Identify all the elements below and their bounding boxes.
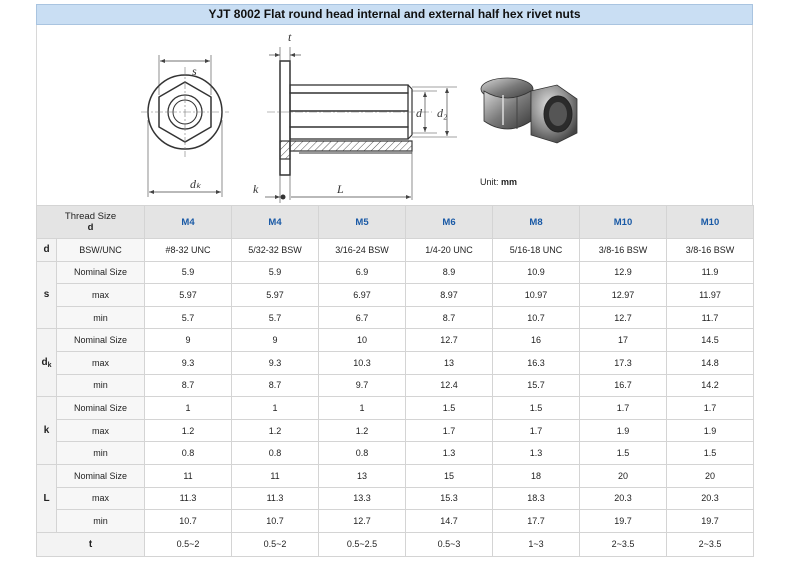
table-cell: 0.8 [232,442,319,465]
table-row [37,442,754,465]
table-cell: 8.7 [145,374,232,397]
table-cell: 5/16-18 UNC [493,239,580,262]
table-cell: 8.7 [406,306,493,329]
row-label: BSW/UNC [57,239,145,262]
table-cell: 10.7 [145,510,232,533]
table-header-row [37,206,754,239]
table-cell: 3/8-16 BSW [580,239,667,262]
row-label: max [57,487,145,510]
row-label: min [57,306,145,329]
size-header: M10 [667,206,754,239]
table-cell: 6.9 [319,261,406,284]
dim-label-d2: d₂ [437,106,448,120]
spec-table-body [37,206,754,557]
dim-label-dk: dₖ [190,177,202,191]
dim-label-k: k [253,182,259,196]
table-cell: 14.8 [667,351,754,374]
table-cell: 5.7 [232,306,319,329]
table-cell: 1~3 [493,532,580,556]
table-cell: 11 [145,464,232,487]
thread-size-label: Thread Size [64,211,117,222]
dim-label-t: t [288,30,292,44]
size-header: M4 [232,206,319,239]
table-row [37,397,754,420]
table-cell: 9.3 [145,351,232,374]
dim-label-L: L [337,182,344,196]
table-cell: 16.3 [493,351,580,374]
table-cell: 5.9 [145,261,232,284]
dim-label-s: s [192,64,197,78]
table-cell: 11.3 [145,487,232,510]
table-cell: 0.5~3 [406,532,493,556]
unit-note [480,177,517,187]
row-label: Nominal Size [57,464,145,487]
table-cell: 0.5~2.5 [319,532,406,556]
table-cell: 1.2 [232,419,319,442]
table-cell: 1.5 [667,442,754,465]
group-label-s: s [37,261,57,329]
table-cell: 1.5 [406,397,493,420]
table-row [37,261,754,284]
table-cell: 2~3.5 [667,532,754,556]
dim-label-d: d [416,106,422,120]
table-cell: 20 [667,464,754,487]
table-cell: 18.3 [493,487,580,510]
table-row [37,351,754,374]
group-label-d: d [37,239,57,262]
table-cell: 10.3 [319,351,406,374]
table-cell: 10 [319,329,406,352]
row-label: max [57,284,145,307]
size-header: M8 [493,206,580,239]
table-cell: 15 [406,464,493,487]
rivet-nut-drawing [37,25,754,205]
table-cell: 5.9 [232,261,319,284]
table-cell: 11.3 [232,487,319,510]
rivet-nut-photo [481,78,577,143]
table-cell: 1.3 [493,442,580,465]
thread-size-symbol: d [87,222,94,233]
table-cell: 0.8 [145,442,232,465]
group-label-subscript: k [47,361,52,369]
size-header: M10 [580,206,667,239]
group-label-L: L [37,464,57,532]
table-cell: 1.2 [319,419,406,442]
row-label: max [57,419,145,442]
table-cell: 12.97 [580,284,667,307]
table-cell: 20.3 [667,487,754,510]
size-header: M5 [319,206,406,239]
table-cell: 13 [319,464,406,487]
table-cell: 2~3.5 [580,532,667,556]
table-cell: 19.7 [667,510,754,533]
table-cell: 8.97 [406,284,493,307]
table-cell: 10.7 [493,306,580,329]
table-cell: 11.97 [667,284,754,307]
table-cell: 15.7 [493,374,580,397]
table-cell: 9.3 [232,351,319,374]
row-label: min [57,442,145,465]
table-row [37,306,754,329]
table-cell: 12.4 [406,374,493,397]
table-cell: 5/32-32 BSW [232,239,319,262]
row-label: min [57,374,145,397]
table-cell: 6.7 [319,306,406,329]
table-cell: 10.9 [493,261,580,284]
table-cell: 16 [493,329,580,352]
table-cell: 1/4-20 UNC [406,239,493,262]
table-cell: 14.5 [667,329,754,352]
table-cell: 10.7 [232,510,319,533]
group-label-dk: $d_k$ [37,329,57,397]
table-cell: #8-32 UNC [145,239,232,262]
table-cell: 1 [232,397,319,420]
row-label: min [57,510,145,533]
table-cell: 18 [493,464,580,487]
table-cell: 6.97 [319,284,406,307]
table-cell: 12.7 [580,306,667,329]
table-cell: 16.7 [580,374,667,397]
spec-sheet [36,4,753,557]
table-cell: 1.7 [493,419,580,442]
table-row [37,464,754,487]
unit-value: mm [501,177,518,187]
size-header: M4 [145,206,232,239]
table-cell: 13 [406,351,493,374]
table-cell: 1 [145,397,232,420]
table-cell: 12.9 [580,261,667,284]
table-row [37,487,754,510]
table-cell: 17.3 [580,351,667,374]
table-cell: 0.5~2 [145,532,232,556]
table-row-t [37,532,754,556]
table-cell: 9.7 [319,374,406,397]
table-cell: 3/8-16 BSW [667,239,754,262]
table-cell: 5.97 [145,284,232,307]
page-title: YJT 8002 Flat round head internal and external half hex rivet nuts [36,4,753,25]
table-cell: 1.9 [580,419,667,442]
table-cell: 11.9 [667,261,754,284]
group-label-t: t [37,532,145,556]
table-cell: 17 [580,329,667,352]
table-row [37,510,754,533]
row-label: Nominal Size [57,261,145,284]
table-row [37,419,754,442]
table-cell: 12.7 [319,510,406,533]
table-cell: 9 [232,329,319,352]
spec-table [36,205,754,557]
table-cell: 1.7 [667,397,754,420]
table-cell: 11 [232,464,319,487]
table-cell: 1.2 [145,419,232,442]
table-cell: 20 [580,464,667,487]
table-row-d [37,239,754,262]
table-cell: 3/16-24 BSW [319,239,406,262]
table-row [37,374,754,397]
table-row [37,329,754,352]
size-header: M6 [406,206,493,239]
table-cell: 5.97 [232,284,319,307]
table-cell: 10.97 [493,284,580,307]
technical-drawing [36,25,753,205]
table-cell: 8.7 [232,374,319,397]
table-cell: 1.9 [667,419,754,442]
table-cell: 1.7 [580,397,667,420]
table-cell: 13.3 [319,487,406,510]
table-cell: 19.7 [580,510,667,533]
row-label: max [57,351,145,374]
front-view [141,55,229,197]
thread-size-header [37,206,145,239]
group-label-k: k [37,397,57,465]
table-cell: 1.3 [406,442,493,465]
table-cell: 1.5 [580,442,667,465]
table-cell: 14.7 [406,510,493,533]
table-cell: 11.7 [667,306,754,329]
table-cell: 0.5~2 [232,532,319,556]
side-view [247,47,457,205]
row-label: Nominal Size [57,397,145,420]
table-cell: 8.9 [406,261,493,284]
table-cell: 15.3 [406,487,493,510]
table-cell: 5.7 [145,306,232,329]
table-cell: 1.5 [493,397,580,420]
table-cell: 17.7 [493,510,580,533]
row-label: Nominal Size [57,329,145,352]
table-cell: 1.7 [406,419,493,442]
table-cell: 12.7 [406,329,493,352]
table-cell: 9 [145,329,232,352]
table-cell: 14.2 [667,374,754,397]
table-row [37,284,754,307]
unit-prefix: Unit: [480,177,499,187]
table-cell: 0.8 [319,442,406,465]
table-cell: 20.3 [580,487,667,510]
table-cell: 1 [319,397,406,420]
